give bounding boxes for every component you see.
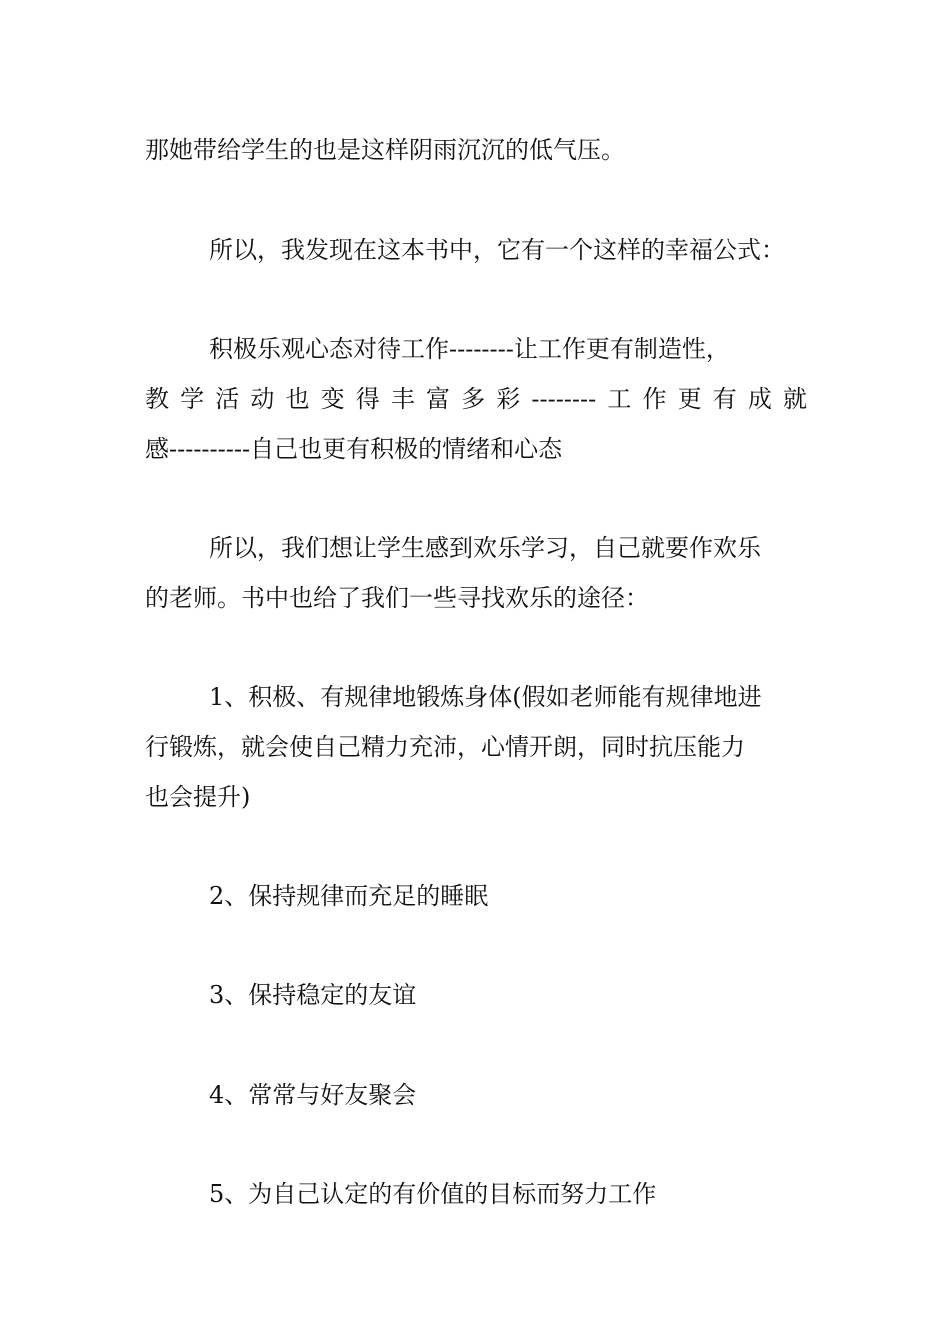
text-line: 所以，我发现在这本书中，它有一个这样的幸福公式： <box>209 236 785 264</box>
text-line: 也会提升) <box>145 783 251 811</box>
text-line: 2、保持规律而充足的睡眠 <box>209 882 489 910</box>
text-line: 积极乐观心态对待工作--------让工作更有制造性， <box>209 335 730 363</box>
paragraph-low-pressure <box>145 125 807 175</box>
text-line: 行锻炼，就会使自己精力充沛，心情开朗，同时抗压能力 <box>145 733 745 761</box>
text-line: 的老师。书中也给了我们一些寻找欢乐的途径： <box>145 584 649 612</box>
list-item <box>145 1169 807 1219</box>
paragraph-happy-teacher <box>145 523 807 623</box>
text-line: 3、保持稳定的友谊 <box>209 981 417 1009</box>
text-line: 5、为自己认定的有价值的目标而努力工作 <box>209 1180 657 1208</box>
text-line: 那她带给学生的也是这样阴雨沉沉的低气压。 <box>145 136 625 164</box>
text-line: 4、常常与好友聚会 <box>209 1081 417 1109</box>
list-item <box>145 1070 807 1120</box>
text-line: 所以，我们想让学生感到欢乐学习，自己就要作欢乐 <box>209 534 761 562</box>
paragraph-happiness-formula-intro <box>145 225 807 275</box>
text-line: 教学活动也变得丰富多彩--------工作更有成就 <box>145 385 807 413</box>
text-line: 感----------自己也更有积极的情绪和心态 <box>145 435 563 463</box>
list-item <box>145 871 807 921</box>
list-item <box>145 970 807 1020</box>
list-item <box>145 672 807 822</box>
text-line: 1、积极、有规律地锻炼身体(假如老师能有规律地进 <box>209 683 762 711</box>
paragraph-happiness-formula <box>145 324 807 474</box>
